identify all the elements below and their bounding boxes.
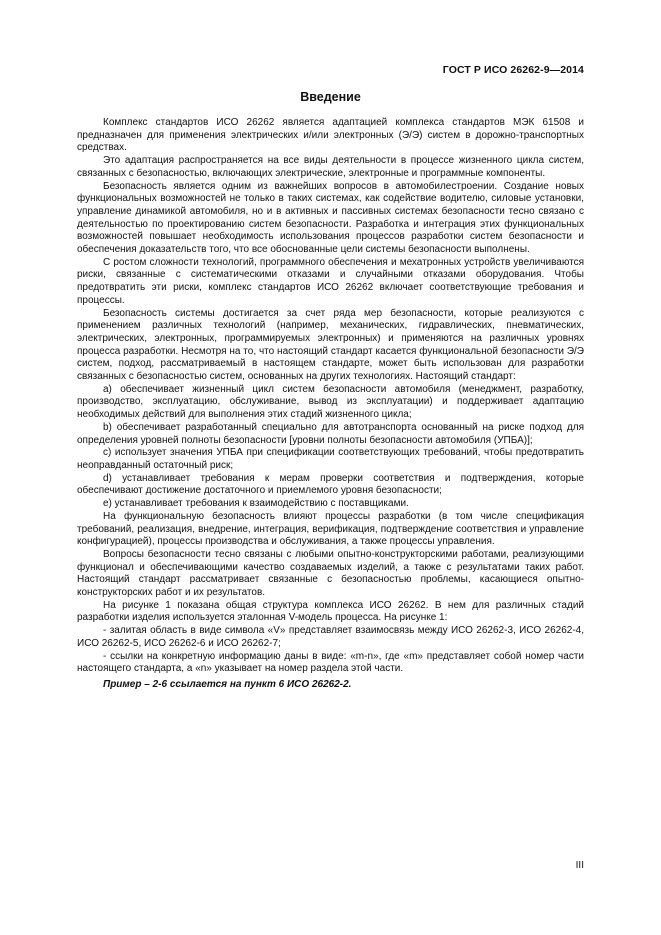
document-header: ГОСТ Р ИСО 26262-9—2014 [442, 64, 584, 76]
paragraph: Вопросы безопасности тесно связаны с любыми опытно-конструкторскими работами, реализующими функционал и обеспечивающими качество создаваемых изделий, а также с результатами таких работ. Настоящий стандарт рассматривает связанные с безопасностью проблемы, касающиеся опытно-конструкторских работ и их результатов. [77, 548, 584, 599]
list-item: c) использует значения УПБА при спецификации соответствующих требований, чтобы предотвратить неоправданный остаточный риск; [77, 447, 584, 471]
list-item: d) устанавливает требования к мерам проверки соответствия и подтверждения, которые обеспечивают достижение достаточного и приемлемого уровня безопасности; [77, 472, 584, 497]
page-number: III [575, 860, 584, 871]
paragraph: Безопасность является одним из важнейших вопросов в автомобилестроении. Создание новых функциональных возможностей не только в таких системах, как содействие водителю, силовые установки, управление динамикой автомобиля, но и в активных и пассивных системах безопасности тесно связано с деятельностью по проектированию систем безопасности. Разработка и интеграция этих функциональных возможностей повышает необходимость использования процессов разработки систем безопасности и обеспечения доказательств того, что все обоснованные цели системы безопасности выполнены. [77, 180, 584, 256]
paragraph: На функциональную безопасность влияют процессы разработки (в том числе спецификация требований, реализация, внедрение, интеграция, верификация, подтверждение соответствия и управление конфигурацией), процессы производства и обслуживания, а также процессы управления. [77, 510, 584, 548]
section-title: Введение [300, 90, 361, 104]
paragraph: На рисунке 1 показана общая структура комплекса ИСО 26262. В нем для различных стадий разработки изделия используется эталонная V-модель процесса. На рисунке 1: [77, 599, 584, 624]
list-item: - ссылки на конкретную информацию даны в виде: «m-n», где «m» представляет собой номер части настоящего стандарта, а «n» указывает на номер раздела этой части. [77, 650, 584, 675]
list-item: a) обеспечивает жизненный цикл систем безопасности автомобиля (менеджмент, разработку, производство, эксплуатацию, обслуживание, вывод из эксплуатации) и поддерживает адаптацию необходимых действий для выполнения этих стадий жизненного цикла; [77, 383, 584, 421]
list-item: e) устанавливает требования к взаимодействию с поставщиками. [103, 498, 409, 510]
paragraph: Комплекс стандартов ИСО 26262 является адаптацией комплекса стандартов МЭК 61508 и предназначен для применения электрических и/или электронных (Э/Э) систем в дорожно-транспортных средствах. [77, 117, 584, 154]
list-item: - залитая область в виде символа «V» представляет взаимосвязь между ИСО 26262-3, ИСО 26262-4, ИСО 26262-5, ИСО 26262-6 и ИСО 26262-7; [77, 625, 584, 649]
paragraph: Безопасность системы достигается за счет ряда мер безопасности, которые реализуются с применением различных технологий (например, механических, гидравлических, пневматических, электрических, электронных, программируемых электронных) и применяются на различных уровнях процесса разработки. Несмотря на то, что настоящий стандарт касается функциональной безопасности Э/Э систем, подход, рассматриваемый в настоящем стандарте, может быть использован для разработки связанных с безопасностью систем, основанных на других технологиях. Настоящий стандарт: [77, 307, 584, 383]
paragraph: С ростом сложности технологий, программного обеспечения и мехатронных устройств увеличиваются риски, связанные с систематическими отказами и случайными отказами оборудования. Чтобы предотвратить эти риски, комплекс стандартов ИСО 26262 включает соответствующие требования и процессы. [77, 256, 584, 306]
paragraph: Это адаптация распространяется на все виды деятельности в процессе жизненного цикла систем, связанных с безопасностью, включающих электрические, электронные и программные компоненты. [77, 155, 584, 179]
list-item: b) обеспечивает разработанный специально для автотранспорта основанный на риске подход для определения уровней полноты безопасности [уровни полноты безопасности автомобиля (УПБА)]; [77, 421, 584, 446]
example-note: Пример – 2-6 ссылается на пункт 6 ИСО 26262-2. [103, 678, 352, 690]
body-text [77, 117, 584, 692]
